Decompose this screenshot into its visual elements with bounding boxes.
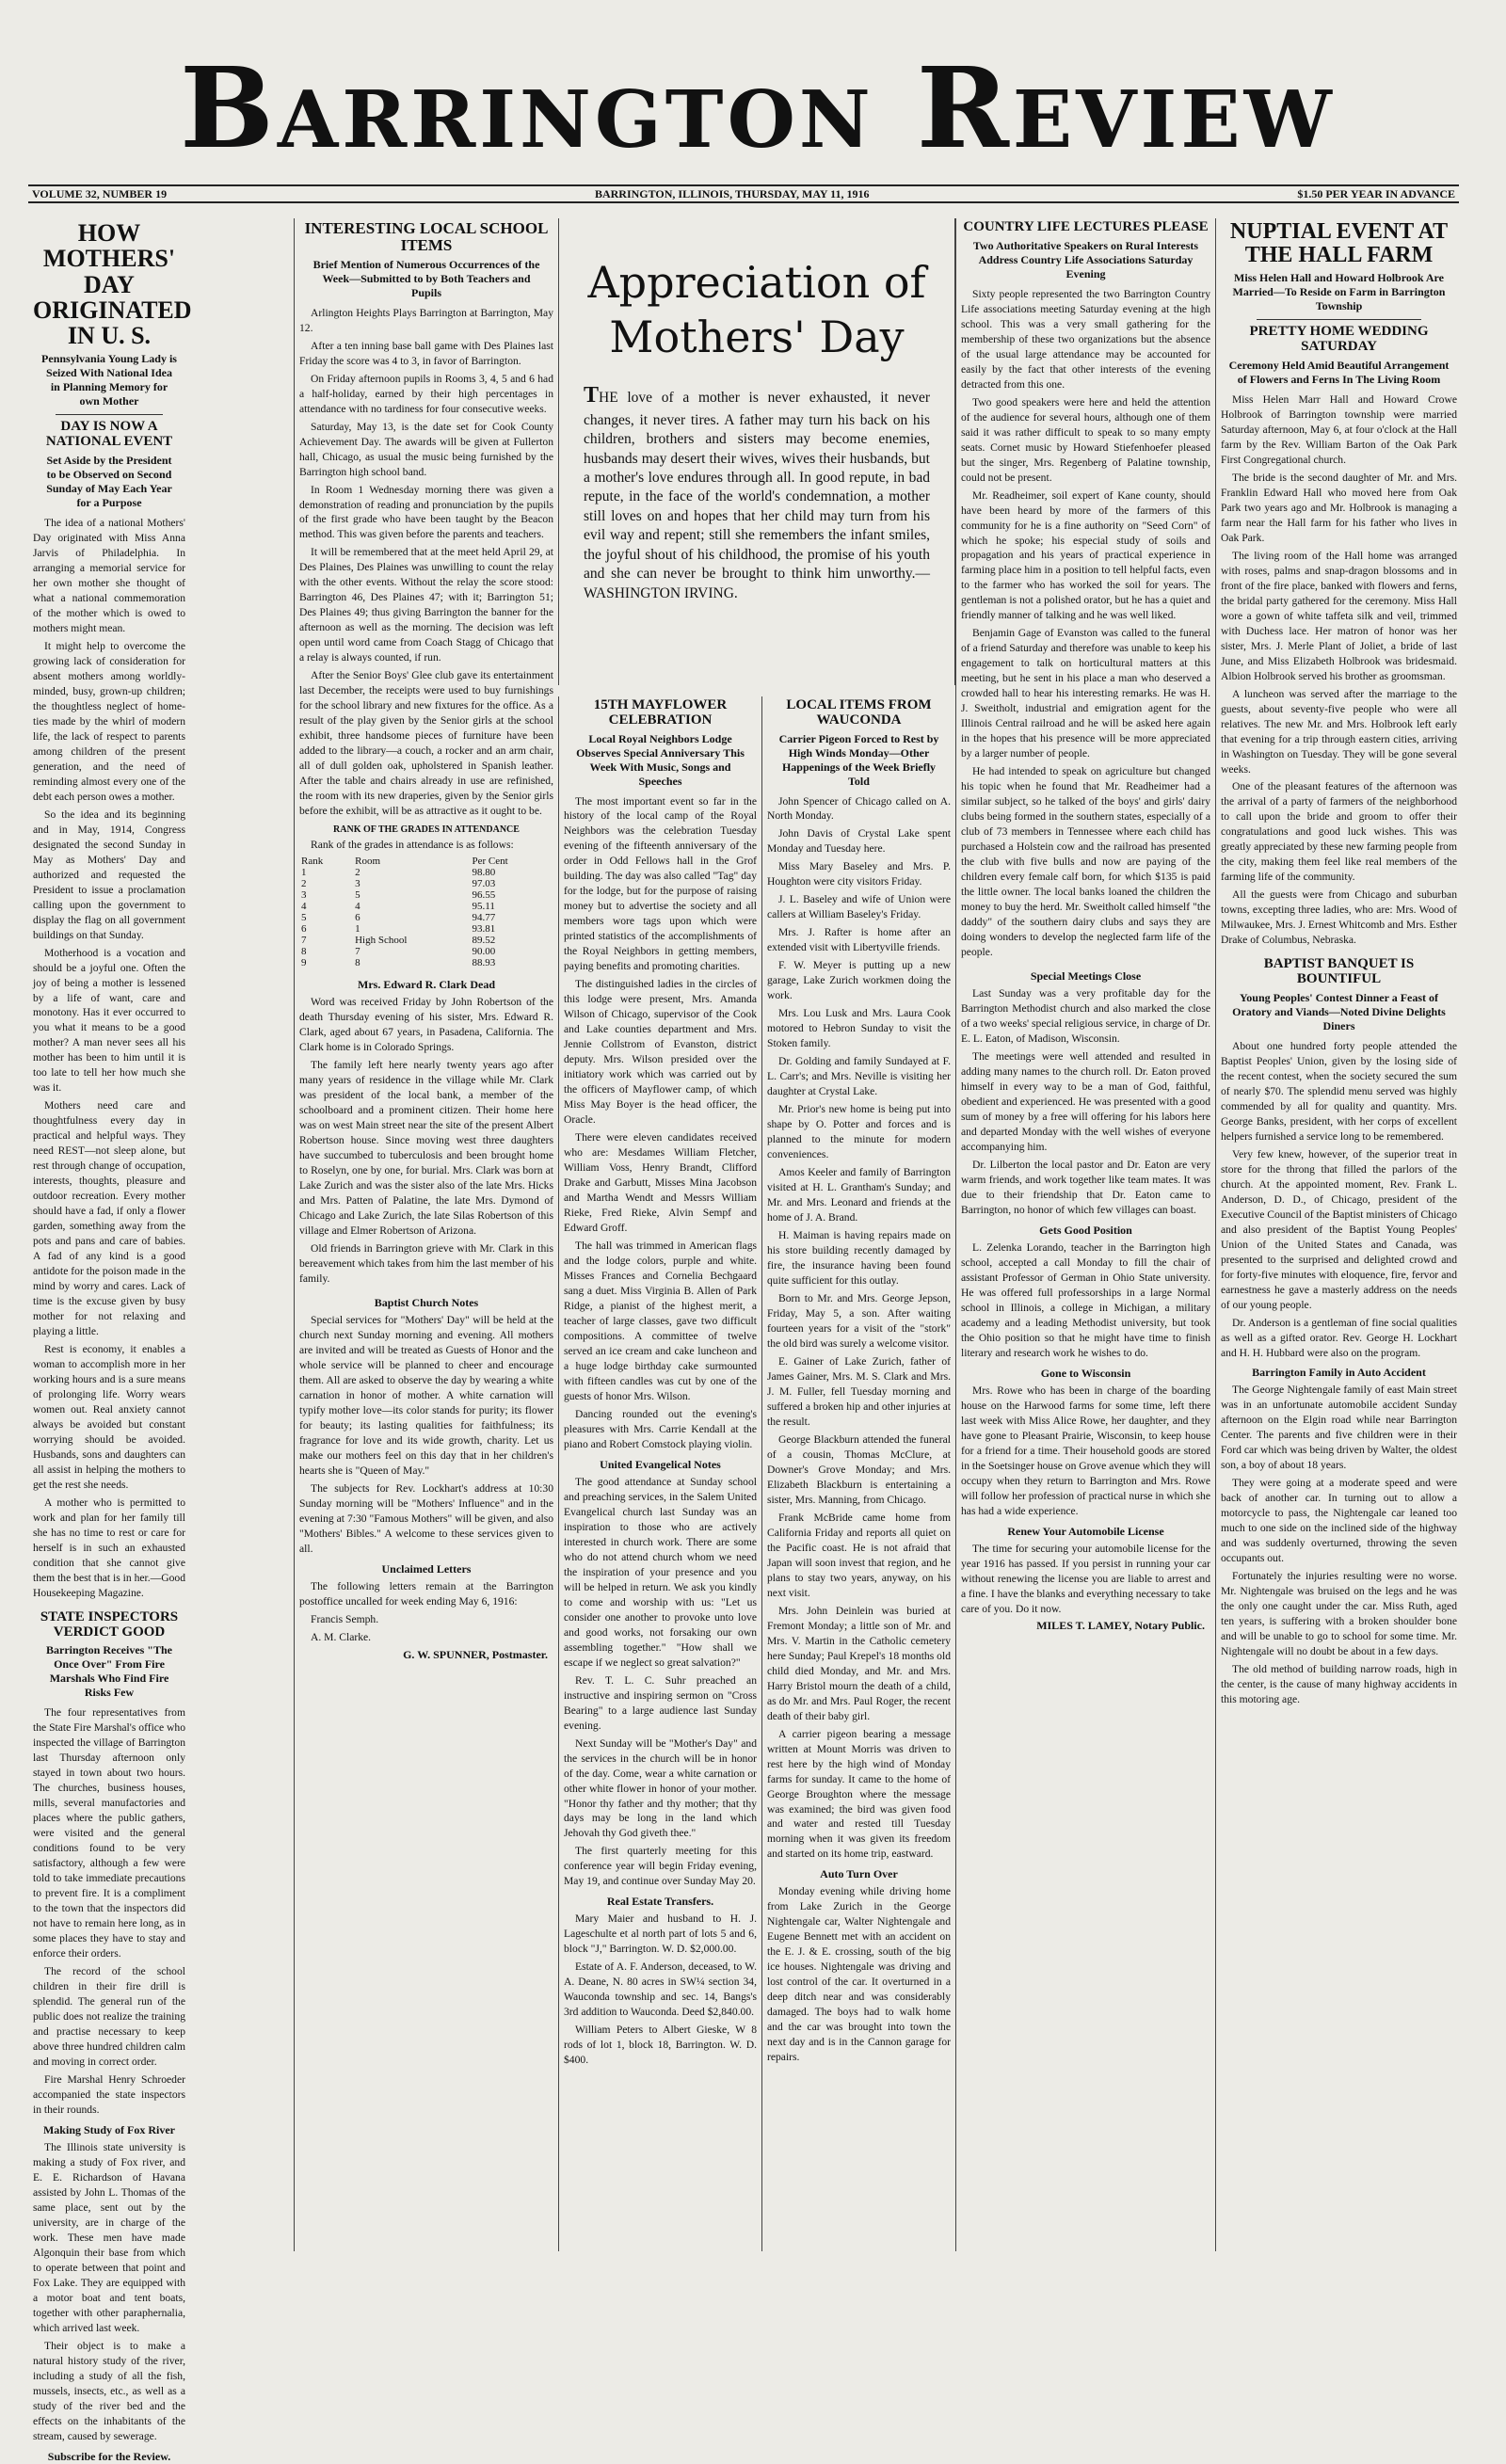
column-6 <box>1215 218 1462 2251</box>
column-1 <box>28 218 192 2463</box>
paragraph: The hall was trimmed in American flags and the lodge colors, purple and white. Misses Frances and Cornelia Bechgaard sang a duet. Miss Virginia B. Allen of Park Ridge, a pianist of the highest merit, a teacher of large classes, gave two difficult compositions. A committee of twelve served an ice cream and cake luncheon and a huge lodge birthday cake surmounted with fifteen candles was cut by one of the guests of honor Mrs. Wilson. <box>564 1240 757 1402</box>
subhead: Gets Good Position <box>1039 1223 1132 1237</box>
paragraph: After a ten inning base ball game with Des Plaines last Friday the score was 4 to 3, in favor of Barrington. <box>299 339 553 367</box>
paragraph: He had intended to speak on agriculture but changed his topic when he found that Mr. Readheimer had a similar subject, so he talked of the boys' and girls' dairy clubs being formed in the southern states, especially of a club of 73 members in Tennessee where each child has purchased a Holstein cow and the railroad has presented the club with five bulls and now are paying of the children every female calf born, for which $135 is paid the little owner. The local banks loaned the children the money to buy the herd. Mr. Sweitholt called himself "the daddy" of the southern dairy clubs and says they are doing wonders to develop the neglected farm life of the people. <box>961 765 1210 959</box>
table-row <box>299 923 553 935</box>
table-cell: 7 <box>301 935 307 947</box>
paragraph: One of the pleasant features of the afternoon was the arrival of a party of farmers of the neighborhood to call upon the bride and groom to offer their congratulations and good luck wishes. This was greatly appreciated by these new farming people from the city, making them feel like real members of the farming life of the community. <box>1221 780 1457 884</box>
table-row <box>299 889 553 901</box>
paragraph: They were going at a moderate speed and were back of another car. In turning out to allow a motorcycle to pass, the Nightengale car leaned too much to one side on the inclined side of the highway and was suddenly overturned, throwing the seven occupants out. <box>1221 1477 1457 1565</box>
deck: Brief Mention of Numerous Occurrences of the Week—Submitted to by Both Teachers and Pupils <box>312 257 540 299</box>
paragraph: Mrs. John Deinlein was buried at Fremont Monday; a little son of Mr. and Mrs. V. Martin in the Catholic cemetery here Sunday; Paul Krepel's 18 months old child died Monday, and Mr. and Mrs. Harry Bristol mourn the death of a child, as do Mr. and Mrs. Paul Roger, the recent death of their baby girl. <box>767 1604 951 1722</box>
paragraph: A carrier pigeon bearing a message written at Mount Morris was driven to rest here by the high wind of Monday farms for sunday. It came to the home of George Broughton where the message was examined; the bird was given food and water and rested till Tuesday morning when it was given its freedom and started on its home trip, eastward. <box>767 1727 951 1861</box>
table-cell: 95.11 <box>472 901 495 913</box>
rule <box>56 414 162 415</box>
subheadline: PRETTY HOME WEDDING SATURDAY <box>1249 324 1429 355</box>
subhead: Renew Your Automobile License <box>1007 1524 1164 1538</box>
article-nuptial-event <box>1221 220 1457 948</box>
paragraph: The Illinois state university is making a study of Fox river, and E. E. Richardson of Havana assisted by John L. Thomas of the same place, sent out by the university, are in charge of the work. These men have made Algonquin their base from which to operate between that point and Fox Lake. They are equipped with a motor boat and tent boats, together with other paraphernalia, which arrived last week. <box>33 2140 185 2334</box>
paragraph: The living room of the Hall home was arranged with roses, palms and snap-dragon blossoms and in front of the fire place, banked with flowers and ferns, the bridal party gathered for the ceremony. Miss Hall wore a gown of white taffeta silk and veil, trimmed with Duchess lace. Her matron of honor was her sister, Mrs. J. Merle Plant of Joliet, a bride of last June, and Miss Elizabeth Holbrook was bridesmaid. Albion Holbrook served his brother as groomsman. <box>1221 549 1457 682</box>
paragraph: Amos Keeler and family of Barrington visited at H. L. Grantham's Sunday; and Mr. and Mrs. Leonard and friends at the home of J. A. Brand. <box>767 1166 951 1224</box>
paragraph: Mrs. J. Rafter is home after an extended visit with Libertyville friends. <box>767 926 951 954</box>
paragraph: Mrs. Lou Lusk and Mrs. Laura Cook motored to Hebron Sunday to visit the Stoken family. <box>767 1007 951 1050</box>
paragraph: Mothers need care and thoughtfulness every day in practical and helpful ways. They need REST—not sleep alone, but rest through change of occupation, interests, thoughts, pleasure and outdoor recreation. Every mother should have a fad, if only a flower garden, something away from the pots and pans and care of babies. A fad of any kind is a good antidote for the poison made in the mind by worry and cares. Lack of time is the excuse given by busy mother for not relaxing and playing a little. <box>33 1099 185 1338</box>
subheadline: DAY IS NOW A NATIONAL EVENT <box>45 419 173 450</box>
table-cell: 5 <box>301 912 307 924</box>
paragraph: The idea of a national Mothers' Day originated with Miss Anna Jarvis of Philadelphia. In arranging a memorial service for her own mother she thought of what a national commemoration of the mother which is owed to mothers might mean. <box>33 516 185 634</box>
paragraph: The George Nightengale family of east Main street was in an unfortunate automobile accident Sunday afternoon on the Elgin road while near Barrington Center. The parents and five children were in their Ford car which was being driven by Walter, the oldest son, a boy of about 18 years. <box>1221 1384 1457 1472</box>
paragraph: Miss Helen Marr Hall and Howard Crowe Holbrook of Barrington township were married Saturday afternoon, May 6, at four o'clock at the Hall farm by the Rev. William Barton of the Oak Park First Congregational church. <box>1221 392 1457 466</box>
subhead: Baptist Church Notes <box>374 1295 479 1309</box>
paragraph: Very few knew, however, of the superior treat in store for the throng that filled the parlors of the church. At the appointed moment, Rev. Frank L. Anderson, D. D., of Chicago, president of the Executive Council of the Baptist ministers of Chicago and also president of the Baptist Young Peoples' Union of the United States and Canada, was presented to the surprised and delighted crowd and for forty-five minutes with eloquence, fire, fervor and earnestness he gave a masterly address on the needs of our young people. <box>1221 1147 1457 1311</box>
paragraph: Mr. Prior's new home is being put into shape by O. Potter and forces and is planned to the minute for modern conveniences. <box>767 1103 951 1161</box>
headline: COUNTRY LIFE LECTURES PLEASE <box>963 219 1209 234</box>
subscription-price: $1.50 PER YEAR IN ADVANCE <box>1297 186 1455 200</box>
table-cell: 94.77 <box>472 912 496 924</box>
headline: NUPTIAL EVENT AT THE HALL FARM <box>1229 219 1449 268</box>
table-header-cell: Rank <box>301 856 324 868</box>
paragraph: The subjects for Rev. Lockhart's address at 10:30 Sunday morning will be "Mothers' Influence" and in the evening at 7:30 "Famous Mothers" will be given, and also "Mothers' Bibles." A welcome to these services given to all. <box>299 1481 553 1555</box>
newspaper-title: Barrington Review <box>180 42 1336 173</box>
paragraph: The old method of building narrow roads, high in the center, is the cause of many highway accidents in this motoring age. <box>1221 1663 1457 1706</box>
paragraph: A luncheon was served after the marriage to the guests, about seventy-five people who were all relatives. The new Mr. and Mrs. Holbrook left early that evening for a trip through eastern cities, arriving in Washington on Tuesday. They will be gone several weeks. <box>1221 687 1457 776</box>
deck: Two Authoritative Speakers on Rural Interests Address Country Life Associations Saturday Evening <box>972 238 1199 280</box>
table-cell: 1 <box>301 867 307 879</box>
mothers-day-feature-box <box>558 218 955 685</box>
paragraph: Two good speakers were here and held the attention of the audience for several hours, although one of them said it was rather difficult to speak to so many empty seats. Cornet music by Howard Stiefenhoefer pleased but the singer, Mrs. Regenberg of Palatine township, could not be present. <box>961 395 1210 484</box>
paragraph: It will be remembered that at the meet held April 29, at Des Plaines, Des Plaines was unwilling to count the relay with the other events. Without the relay the score stood: Barrington 46, Des Plaines 47; with it; Barrington 51; Des Plaines 49; thus giving Barrington the banner for the afternoon as well as the morning. The decision was left open until word came from Coach Stagg of Chicago that a relay is always counted, if run. <box>299 546 553 664</box>
table-cell: 3 <box>355 878 360 890</box>
table-cell: 7 <box>355 946 360 958</box>
attendance-table <box>299 856 553 968</box>
paragraph: Their object is to make a natural history study of the river, including a study of all the fish, mussels, insects, etc., as well as a study of the river bed and the effects on the inhabitants of the stream, caused by sewerage. <box>33 2339 185 2442</box>
column-4 <box>761 696 955 2251</box>
table-cell: 90.00 <box>472 946 496 958</box>
article-baptist-banquet <box>1221 957 1457 1707</box>
paragraph: The four representatives from the State Fire Marshal's office who inspected the village of Barrington last Thursday afternoon only stayed in town about two hours. The churches, business houses, mills, several manufactories and places where the public gathers, were visited and the general conditions found to be very satisfactory, although a few were told to take immediate precautions to prevent fire. It is a compliment to the town that the inspectors did not have to remain here long, as in some places they have to stay and enforce their orders. <box>33 1706 185 1960</box>
paragraph: Born to Mr. and Mrs. George Jepson, Friday, May 5, a son. After waiting fourteen years for a visit of the "stork" the old bird was surely a welcome visitor. <box>767 1292 951 1350</box>
deck: Local Royal Neighbors Lodge Observes Special Anniversary This Week With Music, Songs and Speeches <box>576 731 745 788</box>
table-cell: 8 <box>301 946 307 958</box>
article-mothers-day-origin <box>33 219 192 1601</box>
subhead: Barrington Family in Auto Accident <box>1252 1366 1426 1380</box>
paragraph: The most important event so far in the history of the local camp of the Royal Neighbors was the celebration Tuesday evening of the fifteenth anniversary of the order in Odd Fellows hall in the Grof building. The day was also called "Tag" day for the lodge, but for the purpose of raising money but to advertise the society and all members wore tags upon which were printed statistics of the accomplishments of the Royal Neighbors in getting members, paying benefits and promoting charities. <box>564 794 757 973</box>
subhead: Real Estate Transfers. <box>606 1895 714 1909</box>
subhead: Mrs. Edward R. Clark Dead <box>358 978 495 992</box>
table-cell: 8 <box>355 957 360 969</box>
paragraph: Last Sunday was a very profitable day for the Barrington Methodist church and also marked the close of a two weeks' special religious service, in charge of Dr. E. L. Eaton, of Madison, Wisconsin. <box>961 987 1210 1046</box>
deck: Pennsylvania Young Lady is Seized With National Idea in Planning Memory for own Mother <box>41 352 177 408</box>
table-cell: 1 <box>355 923 360 936</box>
paragraph: The good attendance at Sunday school and preaching services, in the Salem United Evangelical church last Sunday was an inspiration to those who are actively interested in church work. There are some who do not attend church whom we need the inspiration of your presence and you will be helped in return. We ask you kindly to come and worship with us: "Let us consider one another to provoke unto love and good works, not forsaking our own assembling together." "How shall we escape if we neglect so great salvation?" <box>564 1475 757 1669</box>
table-cell: 97.03 <box>472 878 496 890</box>
paragraph: Dr. Golding and family Sundayed at F. L. Carr's; and Mrs. Neville is visiting her daughter at Crystal Lake. <box>767 1055 951 1098</box>
paragraph: Francis Semph. <box>311 1612 379 1625</box>
signature: G. W. SPUNNER, Postmaster. <box>403 1647 548 1661</box>
table-cell: 6 <box>355 912 360 924</box>
table-cell: 88.93 <box>472 957 496 969</box>
paragraph: L. Zelenka Lorando, teacher in the Barrington high school, accepted a call Monday to fill the chair of assistant Professor of German in Ohio State university. He was offered full professorships in a large Normal school in Illinois, a college in Michigan, a military academy and a leading Methodist university, but took the Ohio position so that he might have time to finish literary and research work he wishes to do. <box>961 1240 1210 1359</box>
article-mayflower-celebration <box>564 698 757 2068</box>
deck: Carrier Pigeon Forced to Rest by High Winds Monday—Other Happenings of the Week Briefly Told <box>778 731 939 788</box>
paragraph: Sixty people represented the two Barrington Country Life associations meeting Saturday evening at the high school. This was a very small gathering for the membership of these two organizations but the absence of the usual large attendance may be accounted for easily by the fact that other interests of the evening detracted from this one. <box>961 287 1210 391</box>
table-title: RANK OF THE GRADES IN ATTENDANCE <box>333 824 520 836</box>
article-school-items <box>299 220 553 968</box>
paragraph: William Peters to Albert Gieske, W 8 rods of lot 1, block 18, Barrington. W. D. $400. <box>564 2024 757 2067</box>
table-header-cell: Room <box>355 856 381 868</box>
subhead: Gone to Wisconsin <box>1040 1366 1131 1380</box>
table-row <box>299 901 553 912</box>
feature-body <box>584 381 930 603</box>
subhead: Special Meetings Close <box>1030 969 1142 984</box>
table-cell: 2 <box>301 878 307 890</box>
article-clark-dead <box>299 978 553 1287</box>
paragraph: Motherhood is a vocation and should be a joyful one. Often the joy of being a mother is lessened by a life of want, care and monotony. Has it ever occurred to you what it means to be a good mother? A man never sees all his mother has been to him until it is too late to tell her how much she was it. <box>33 946 185 1095</box>
table-row <box>299 912 553 923</box>
table-header-row <box>299 856 553 867</box>
paragraph: Mrs. Rowe who has been in charge of the boarding house on the Harwood farms for some time, left there last week with Miss Alice Rowe, her daughter, and they have gone to Pleasant Prairie, Wisconsin, to keep house for a friend for a time. Their household goods are stored in the Soetsinger house on Grove avenue which they will occupy when they return to Barrington and Mrs. Rowe will follow her profession of practical nurse in which she has had a wide experience. <box>961 1384 1210 1517</box>
paragraph: The family left here nearly twenty years ago after many years of residence in the village while Mr. Clark was president of the local bank, a member of the schoolboard and a prominent citizen. Their home here was on west Main street near the site of the present Albert Robertson house. Since moving west three daughters have succumbed to tuberculosis and been brought home to Roselyn, one by one, for burial. Mrs. Clark was born at Lake Zurich and was the sister also of the late Mrs. Hicks and Mrs. Patten of Palatine, the late Mrs. Dymond of Chicago and Lake Zurich, the late Silas Robertson of this village and Elmer Robertson of Arizona. <box>299 1059 553 1237</box>
headline: INTERESTING LOCAL SCHOOL ITEMS <box>304 219 549 254</box>
deck: Barrington Receives "The Once Over" From Fire Marshals Who Find Fire Risks Few <box>46 1643 172 1700</box>
paragraph: Estate of A. F. Anderson, deceased, to W. A. Deane, N. 80 acres in SW¼ section 34, Wauconda township and sec. 14, Bangs's 3rd addition to Wauconda. Deed $2,840.00. <box>564 1960 757 2019</box>
article-state-inspectors <box>33 1610 185 2464</box>
table-cell: 96.55 <box>472 889 496 902</box>
deck: Young Peoples' Contest Dinner a Feast of Oratory and Viands—Noted Divine Delights Diners <box>1232 990 1446 1032</box>
subscribe-note: Subscribe for the Review. <box>47 2449 171 2463</box>
paragraph: John Spencer of Chicago called on A. North Monday. <box>767 794 951 823</box>
info-bar <box>28 184 1459 203</box>
volume-number: VOLUME 32, NUMBER 19 <box>32 186 168 200</box>
paragraph: Dr. Lilberton the local pastor and Dr. Eaton are very warm friends, and work together like team mates. It was due to their friendship that Dr. Eaton came to Barrington, no honor of which few villages can boast. <box>961 1158 1210 1216</box>
paragraph: Saturday, May 13, is the date set for Cook County Achievement Day. The awards will be given at Fullerton hall, Chicago, as usual the music being furnished by the Barrington high school band. <box>299 420 553 478</box>
paragraph: Special services for "Mothers' Day" will be held at the church next Sunday morning and evening. All mothers are invited and will be treated as Guests of Honor and the whole service will be planned to cheer and encourage them. All are asked to observe the day by wearing a white carnation in honor of mother. A white carnation will typify mother love—its color stands for purity; its flower for beauty; its lasting qualities for faithfulness; its fragrance for love and its wide growth, charity. Let us make our mothers feel on this day that in her children's hearts she is "Queen of May." <box>299 1313 553 1477</box>
deck: Set Aside by the President to be Observed on Second Sunday of May Each Year for a Purpose <box>46 453 172 509</box>
dateline: BARRINGTON, ILLINOIS, THURSDAY, MAY 11, 1916 <box>594 186 870 200</box>
masthead <box>56 42 1459 173</box>
table-cell: 5 <box>355 889 360 902</box>
subhead: Making Study of Fox River <box>42 2122 175 2136</box>
paragraph: The distinguished ladies in the circles of this lodge were present, Mrs. Amanda Wilson of Chicago, supervisor of the Cook and Lake counties department and Mrs. Jennie Collstrom of Evanston, district deputy. Mrs. Wilson presided over the initiatory work which was carried out by the officers of Mayflower camp, of which Miss May Boyer is the head officer, the Oracle. <box>564 978 757 1127</box>
headline: 15TH MAYFLOWER CELEBRATION <box>593 697 728 728</box>
table-row <box>299 957 553 968</box>
paragraph: All the guests were from Chicago and suburban towns, excepting three ladies, who are: Mrs. Wood of Milwaukee, Mrs. J. Ernest Whitcomb and Mrs. Esther Drake of Columbus, Nebraska. <box>1221 888 1457 947</box>
paragraph: There were eleven candidates received who are: Mesdames William Fletcher, William Voss, Henry Brandt, Clifford Drake and Garbutt, Misses Mina Jacobson and Martha Wendt and Messrs William Rieke, Fred Rieke, Alvin Sempf and Edward Groff. <box>564 1131 757 1235</box>
subhead: Unclaimed Letters <box>381 1561 472 1576</box>
paragraph: On Friday afternoon pupils in Rooms 3, 4, 5 and 6 had a half-holiday, earned by their high percentages in attendance with no tardiness for four consecutive weeks. <box>299 372 553 415</box>
subhead: United Evangelical Notes <box>600 1457 721 1471</box>
paragraph: Next Sunday will be "Mother's Day" and the services in the church will be in honor of the day. Come, wear a white carnation or other white flower in honor of your mother. "Honor thy father and thy mother; that thy days may be long in the land which Jehovah thy God giveth thee." <box>564 1736 757 1840</box>
paragraph: The time for securing your automobile license for the year 1916 has passed. If you persist in running your car without renewing the license you are liable to arrest and a fine. I have the blanks and everything necessary to take care of you. Do it now. <box>961 1542 1210 1615</box>
paragraph: Dr. Anderson is a gentleman of fine social qualities as well as a gifted orator. Rev. George H. Lockhart and H. H. Hubbard were also on the program. <box>1221 1316 1457 1359</box>
paragraph: Arlington Heights Plays Barrington at Barrington, May 12. <box>299 306 553 334</box>
paragraph: A. M. Clarke. <box>311 1630 372 1643</box>
column-3 <box>558 696 761 2251</box>
paragraph: E. Gainer of Lake Zurich, father of James Gainer, Mrs. M. S. Clark and Mrs. J. M. Fuller, fell Tuesday morning and suffered a broken hip and other injuries at the result. <box>767 1354 951 1428</box>
headline: LOCAL ITEMS FROM WAUCONDA <box>786 697 932 728</box>
feature-title: Appreciation of Mothers' Day <box>587 257 926 362</box>
paragraph: The record of the school children in their fire drill is splendid. The general run of the public does not realize the training and practise necessary to keep above three hundred children calm and moving in correct order. <box>33 1965 185 2069</box>
paragraph: After the Senior Boys' Glee club gave its entertainment last December, the receipts were used to buy furnishings for the school library and new fixtures for the office. As a result of the play given by the Senior girls at the school exhibit, three handsome pieces of furniture have been added to the library—a couch, a rocker and an arm chair, all of dull golden oak, upholstered in Spanish leather. After the table and chairs already in use are refinished, the room with its new draperies, given by the Senior girls before the exhibit, will be as attractive as it ought to be. <box>299 669 553 818</box>
paragraph: Frank McBride came home from California Friday and reports all quiet on the Pacific coast. He is not afraid that Japan will soon invest that region, and he plans to stay two years, anyway, on his next visit. <box>767 1511 951 1599</box>
paragraph: F. W. Meyer is putting up a new garage, Lake Zurich workmen doing the work. <box>767 959 951 1002</box>
paragraph: So the idea and its beginning and in May, 1914, Congress designated the second Sunday in May as Mothers' Day and authorized and requested the President to issue a proclamation calling upon the government to display the flag on all government buildings on that Sunday. <box>33 808 185 941</box>
table-cell: 93.81 <box>472 923 496 936</box>
article-country-life-lectures <box>961 220 1210 960</box>
table-cell: 4 <box>301 901 307 913</box>
subhead: Auto Turn Over <box>820 1867 898 1881</box>
paragraph: The following letters remain at the Barrington postoffice uncalled for week ending May 6, 1916: <box>299 1579 553 1608</box>
paragraph: Word was received Friday by John Robertson of the death Thursday evening of his sister, Mrs. Edward R. Clark, aged about 67 years, in Pasadena, California. The Clark home is in Colorado Springs. <box>299 996 553 1054</box>
headline: STATE INSPECTORS VERDICT GOOD <box>40 1608 179 1640</box>
paragraph: It might help to overcome the growing lack of consideration for absent mothers among worldly-minded, busy, grown-up children; the thoughtless neglect of home-ties made by the whirl of modern life, the lack of respect to parents among children of the present generation, and the need of reminding almost every one of the debt each person owes a mother. <box>33 639 185 803</box>
paragraph: The bride is the second daughter of Mr. and Mrs. Franklin Edward Hall who moved here from Oak Park two years ago and Mr. Holbrook is managing a farm near the Hall farm for his father who lives in Oak Park. <box>1221 471 1457 544</box>
article-special-meetings <box>961 969 1210 1633</box>
table-row <box>299 878 553 889</box>
feature-text: HE love of a mother is never exhausted, it never changes, it never tires. A father may turn his back on his children, brothers and sisters may become enemies, husbands may desert their wives, wives their husbands, but a mother's love endures through all. In good repute, in bad repute, in the face of the world's condemnation, a mother still loves on and hopes that her child may turn from his evil way and repent; still she remembers the infant smiles, the joyful shout of his childhood, the promise of his youth and she can never be brought to think him unworthy.—WASHINGTON IRVING. <box>584 390 930 601</box>
paragraph: About one hundred forty people attended the Baptist Peoples' Union, given by the losing side of the recent contest, when the society secured the sum of nearly $70. The splendid menu served was highly commended by all for quality and quantity. Mrs. George Banks, president, with her corps of excellent helpers furnished a service long to be remembered. <box>1221 1039 1457 1143</box>
article-baptist-notes <box>299 1296 553 1662</box>
paragraph: Benjamin Gage of Evanston was called to the funeral of a friend Saturday and therefore was unable to keep his engagement to talk on horticultural matters at this meeting, but he sent in his place a man who deserved a crowded hall to hear his interesting remarks. He was H. J. Sweitholt, industrial and emigration agent for the Illinois Central railroad and he will be asked here again in the hopes that his presence will be more appreciated by a larger number of people. <box>961 627 1210 760</box>
table-row <box>299 946 553 957</box>
article-wauconda-items <box>767 698 951 2065</box>
table-cell: 89.52 <box>472 935 496 947</box>
table-cell: 6 <box>301 923 307 936</box>
paragraph: John Davis of Crystal Lake spent Monday and Tuesday here. <box>767 827 951 856</box>
table-cell: 9 <box>301 957 307 969</box>
paragraph: Rank of the grades in attendance is as follows: <box>311 839 514 852</box>
column-2 <box>294 218 558 2251</box>
paragraph: Monday evening while driving home from Lake Zurich in the George Nightengale car, Walter Nightengale and Eugene Bennett met with an accident on the E. J. & E. crossing, south of the big ice houses. Nightengale was driving and lost control of the car. It overturned in a deep ditch near and was considerably damaged. The boys had to walk home and the car was brought into town the next day and is in the Cannon garage for repairs. <box>767 1885 951 2064</box>
table-cell: 3 <box>301 889 307 902</box>
paragraph: Fire Marshal Henry Schroeder accompanied the state inspectors in their rounds. <box>33 2073 185 2116</box>
signature: MILES T. LAMEY, Notary Public. <box>1036 1619 1205 1633</box>
rule <box>1257 319 1422 320</box>
paragraph: J. L. Baseley and wife of Union were callers at William Baseley's Friday. <box>767 893 951 921</box>
paragraph: Mr. Readheimer, soil expert of Kane county, should have been heard by more of the farmers of this community for he is a fine authority on "Seed Corn" of which he spoke; his especial study of soils and propagation and his years of practical experience in farming place him in a position to tell helpful facts, even to the farmer who has worked the soil for years. The gentleman is not a polished orator, but he has a quiet and friendly manner of talking and he was well liked. <box>961 488 1210 622</box>
table-row <box>299 935 553 946</box>
paragraph: In Room 1 Wednesday morning there was given a demonstration of reading and pronunciation by the pupils of the first grade who have been taught by the Beacon method. This was given before the parents and teachers. <box>299 483 553 541</box>
table-cell: 4 <box>355 901 360 913</box>
paragraph: The first quarterly meeting for this conference year will begin Friday evening, May 19, and continue over Sunday May 20. <box>564 1845 757 1888</box>
table-cell: 2 <box>355 867 360 879</box>
paragraph: The meetings were well attended and resulted in adding many names to the church roll. Dr. Eaton proved himself in every way to be a man of God, faithful, obedient and experienced. He was presented with a good sum of money by a free will offering for his labors here and departed Monday with the well wishes of everyone accompanying him. <box>961 1050 1210 1153</box>
headline: HOW MOTHERS' DAY ORIGINATED IN U. S. <box>33 219 192 350</box>
table-cell: 98.80 <box>472 867 496 879</box>
paragraph: H. Maiman is having repairs made on his store building recently damaged by fire, the insurance having been found quite sufficient for this outlay. <box>767 1229 951 1288</box>
paragraph: Fortunately the injuries resulting were no worse. Mr. Nightengale was bruised on the legs and he was the only one caught under the car. Miss Ruth, aged ten years, is suffering with a broken shoulder bone and will be unable to go to school for some time. Mr. Nightengale will no doubt be about in a few days. <box>1221 1570 1457 1658</box>
drop-cap: T <box>584 383 600 408</box>
paragraph: George Blackburn attended the funeral of a cousin, Thomas McClure, at Downer's Grove Monday; and Mrs. Elizabeth Blackburn is entertaining a sister, Mrs. Manning, from Chicago. <box>767 1432 951 1506</box>
deck: Miss Helen Hall and Howard Holbrook Are Married—To Reside on Farm in Barrington Township <box>1232 271 1446 313</box>
paragraph: Dancing rounded out the evening's pleasures with Mrs. Carrie Kendall at the piano and Robert Comstock playing violin. <box>564 1407 757 1450</box>
paragraph: Old friends in Barrington grieve with Mr. Clark in this bereavement which takes from him the last member of his family. <box>299 1241 553 1285</box>
table-cell: High School <box>355 935 408 947</box>
table-row <box>299 867 553 878</box>
column-5 <box>955 218 1215 2251</box>
deck: Ceremony Held Amid Beautiful Arrangement of Flowers and Ferns In The Living Room <box>1228 358 1450 386</box>
headline: BAPTIST BANQUET IS BOUNTIFUL <box>1263 956 1415 987</box>
paragraph: Mary Maier and husband to H. J. Lageschulte et al north part of lots 5 and 6, block "J," Barrington. W. D. $2,000.00. <box>564 1912 757 1956</box>
table-header-cell: Per Cent <box>472 856 508 868</box>
paragraph: A mother who is permitted to work and plan for her family till she has no time to rest or care for herself is in such an exhausted condition that she cannot give them the best that is in her.—Good Housekeeping Magazine. <box>33 1496 185 1599</box>
paragraph: Rev. T. L. C. Suhr preached an instructive and inspiring sermon on "Cross Bearing" to a large audience last Sunday evening. <box>564 1673 757 1732</box>
paragraph: Rest is economy, it enables a woman to accomplish more in her working hours and is a sure means of prolonging life. Worry wears women out. Real anxiety cannot always be avoided but constant worrying should be avoided. Husbands, sons and daughters can all assist in helping the mothers to get the rest she needs. <box>33 1343 185 1491</box>
paragraph: Miss Mary Baseley and Mrs. P. Houghton were city visitors Friday. <box>767 860 951 888</box>
